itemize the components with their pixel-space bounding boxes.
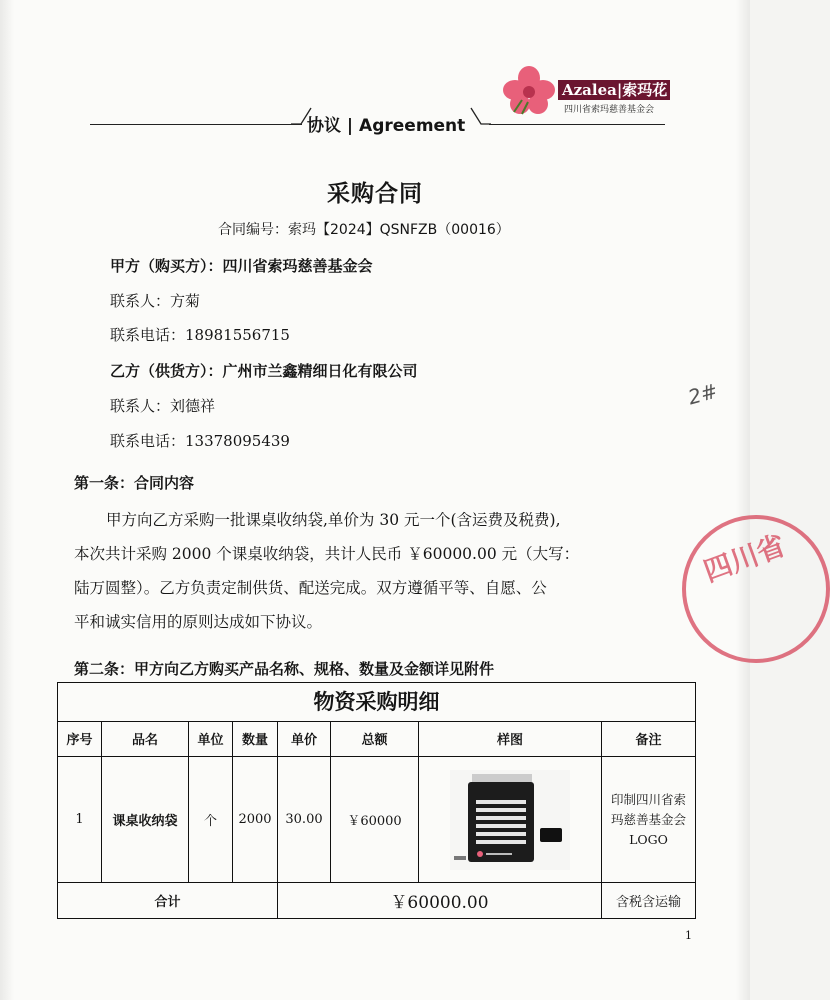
article1-line: 平和诚实信用的原则达成如下协议。: [74, 613, 323, 631]
handwritten-mark: 2#: [685, 378, 721, 410]
col-header-name: 品名: [102, 721, 189, 757]
desk-bag-sample-image: [450, 770, 570, 870]
foundation-logo: [500, 64, 675, 118]
cell-sample-image: [419, 757, 602, 883]
col-header-total: 总额: [331, 721, 419, 757]
party-b-name: 乙方（供货方）：广州市兰鑫精细日化有限公司: [110, 362, 418, 380]
stamp-text: 四川省: [699, 528, 790, 589]
article1-line: 甲方向乙方采购一批课桌收纳袋,单价为 30 元一个(含运费及税费),: [106, 511, 561, 529]
header-rule-left: [90, 124, 302, 125]
cell-total: ￥60000: [331, 757, 419, 883]
col-header-index: 序号: [58, 721, 102, 757]
document-title: 采购合同: [327, 180, 423, 207]
party-a-contact: 联系人：方菊: [110, 292, 201, 310]
header-notch-right: [471, 108, 491, 124]
article1-line: 本次共计采购 2000 个课桌收纳袋，共计人民币 ￥60000.00 元（大写：: [74, 545, 580, 563]
logo-brand-text: Azalea|索玛花: [558, 80, 670, 100]
red-seal-stamp: [682, 515, 830, 663]
cell-index: 1: [58, 757, 102, 883]
cell-unit-price: 30.00: [278, 757, 331, 883]
agreement-label: 协议 | Agreement: [307, 116, 466, 136]
party-b-phone: 联系电话：13378095439: [110, 432, 290, 450]
cell-quantity: 2000: [233, 757, 278, 883]
cell-remark: 印制四川省索玛慈善基金会LOGO: [602, 757, 695, 883]
logo-subtitle: 四川省索玛慈善基金会: [564, 105, 655, 115]
table-title: 物资采购明细: [58, 683, 695, 722]
party-a-phone: 联系电话：18981556715: [110, 326, 290, 344]
azalea-flower-icon: [500, 64, 558, 118]
col-header-sample: 样图: [419, 721, 602, 757]
col-header-quantity: 数量: [233, 721, 278, 757]
cell-unit: 个: [189, 757, 233, 883]
article1-line: 陆万圆整）。乙方负责定制供货、配送完成。双方遵循平等、自愿、公: [74, 579, 547, 597]
header-rule-right: [489, 124, 665, 125]
article1-heading: 第一条：合同内容: [74, 474, 195, 492]
col-header-unit-price: 单价: [278, 721, 331, 757]
article2-heading: 第二条：甲方向乙方购买产品名称、规格、数量及金额详见附件: [74, 660, 495, 678]
party-a-name: 甲方（购买方）：四川省索玛慈善基金会: [110, 257, 373, 275]
party-b-contact: 联系人：刘德祥: [110, 397, 216, 415]
procurement-table: [57, 682, 696, 919]
page-number: 1: [685, 929, 692, 942]
cell-name: 课桌收纳袋: [102, 757, 189, 883]
article1-body: [74, 503, 674, 639]
contract-number: 合同编号：索玛【2024】QSNFZB（00016）: [218, 222, 510, 238]
sum-note: 含税含运输: [615, 895, 681, 910]
col-header-remark: 备注: [602, 721, 695, 757]
sum-value: ￥60000.00: [278, 883, 602, 918]
sum-label: 合计: [58, 883, 278, 918]
col-header-unit: 单位: [189, 721, 233, 757]
